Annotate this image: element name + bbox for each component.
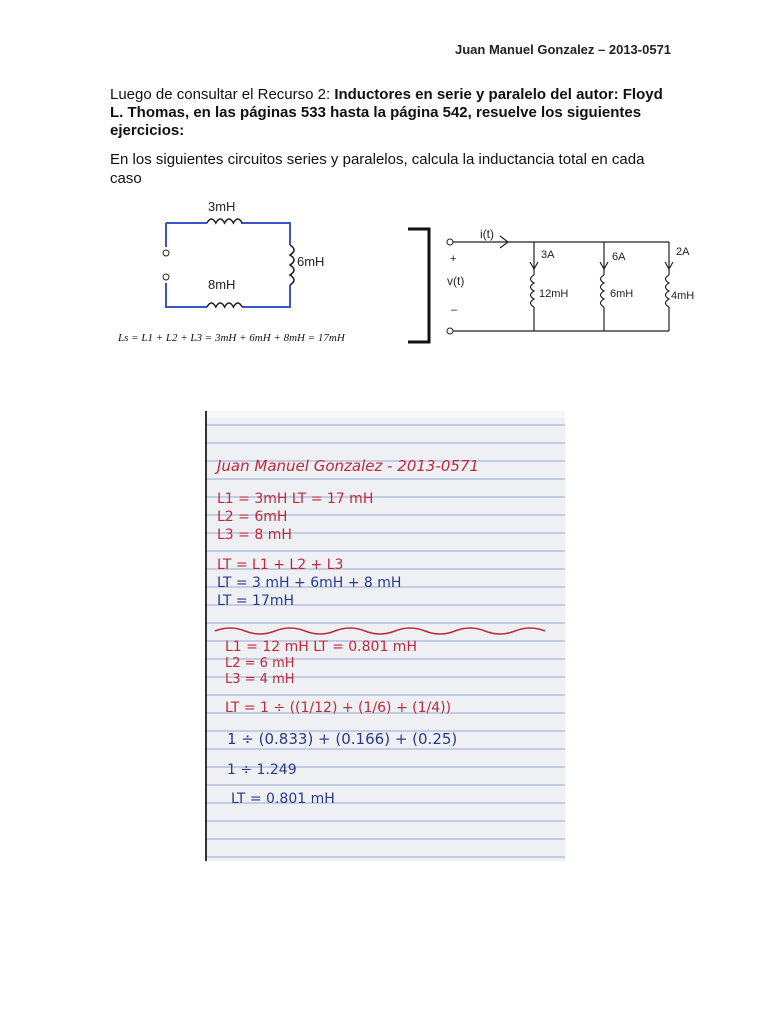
- branch-3-inductor: [666, 275, 670, 307]
- source-current: i(t): [480, 227, 494, 241]
- branch-1-inductance: 12mH: [539, 288, 569, 300]
- voltage-label: v(t): [447, 274, 465, 288]
- notes-line-7: L1 = 12 mH LT = 0.801 mH: [225, 639, 417, 655]
- notes-line-4: LT = L1 + L2 + L3: [217, 557, 344, 573]
- branch-3-inductance: 4mH: [671, 290, 695, 302]
- notes-line-11: 1 ÷ (0.833) + (0.166) + (0.25): [227, 730, 458, 748]
- notes-line-9: L3 = 4 mH: [225, 672, 295, 687]
- intro-plain: Luego de consultar el Recurso 2:: [110, 86, 335, 103]
- branch-2-inductance: 6mH: [610, 288, 634, 300]
- inductor-l2: [290, 245, 294, 285]
- notes-line-5: LT = 3 mH + 6mH + 8 mH: [217, 575, 402, 591]
- series-formula: Ls = L1 + L2 + L3 = 3mH + 6mH + 8mH = 17mH: [118, 332, 345, 344]
- inductor-l3: [207, 303, 242, 307]
- branch-2-current: 6A: [612, 251, 626, 263]
- handwritten-notes-photo: [205, 411, 565, 861]
- minus-sign: –: [451, 304, 458, 316]
- series-circuit-diagram: [110, 195, 390, 350]
- label-l2: 6mH: [297, 254, 325, 269]
- terminal-top: [163, 250, 169, 256]
- branch-2-inductor: [601, 275, 605, 307]
- notes-line-6: LT = 17mH: [217, 593, 295, 609]
- label-l1: 3mH: [208, 199, 236, 214]
- notes-line-12: 1 ÷ 1.249: [227, 762, 297, 778]
- notes-line-1: L1 = 3mH LT = 17 mH: [217, 491, 374, 507]
- author-header: Juan Manuel Gonzalez – 2013-0571: [455, 42, 672, 57]
- label-l3: 8mH: [208, 277, 236, 292]
- intro-paragraph: [110, 86, 670, 140]
- notes-line-3: L3 = 8 mH: [217, 527, 292, 543]
- intro-bold: Inductores en serie y paralelo del autor: Floyd L. Thomas, en las páginas 533 hasta la página 542, resuelve los siguientes ejercicios:: [110, 86, 663, 139]
- notes-line-8: L2 = 6 mH: [225, 656, 295, 671]
- branch-1-current: 3A: [541, 249, 555, 261]
- parallel-circuit-diagram: [405, 225, 695, 347]
- inductor-l1: [207, 219, 242, 223]
- notes-title: Juan Manuel Gonzalez - 2013-0571: [217, 457, 480, 475]
- task-paragraph: En los siguientes circuitos series y paralelos, calcula la inductancia total en cada caso: [110, 151, 645, 187]
- plus-sign: +: [450, 253, 457, 265]
- notes-line-2: L2 = 6mH: [217, 509, 288, 525]
- notes-line-10: LT = 1 ÷ ((1/12) + (1/6) + (1/4)): [225, 700, 452, 716]
- branch-3-current: 2A: [676, 246, 690, 258]
- terminal-bottom: [163, 274, 169, 280]
- branch-1-inductor: [531, 275, 535, 307]
- notes-line-13: LT = 0.801 mH: [231, 791, 335, 807]
